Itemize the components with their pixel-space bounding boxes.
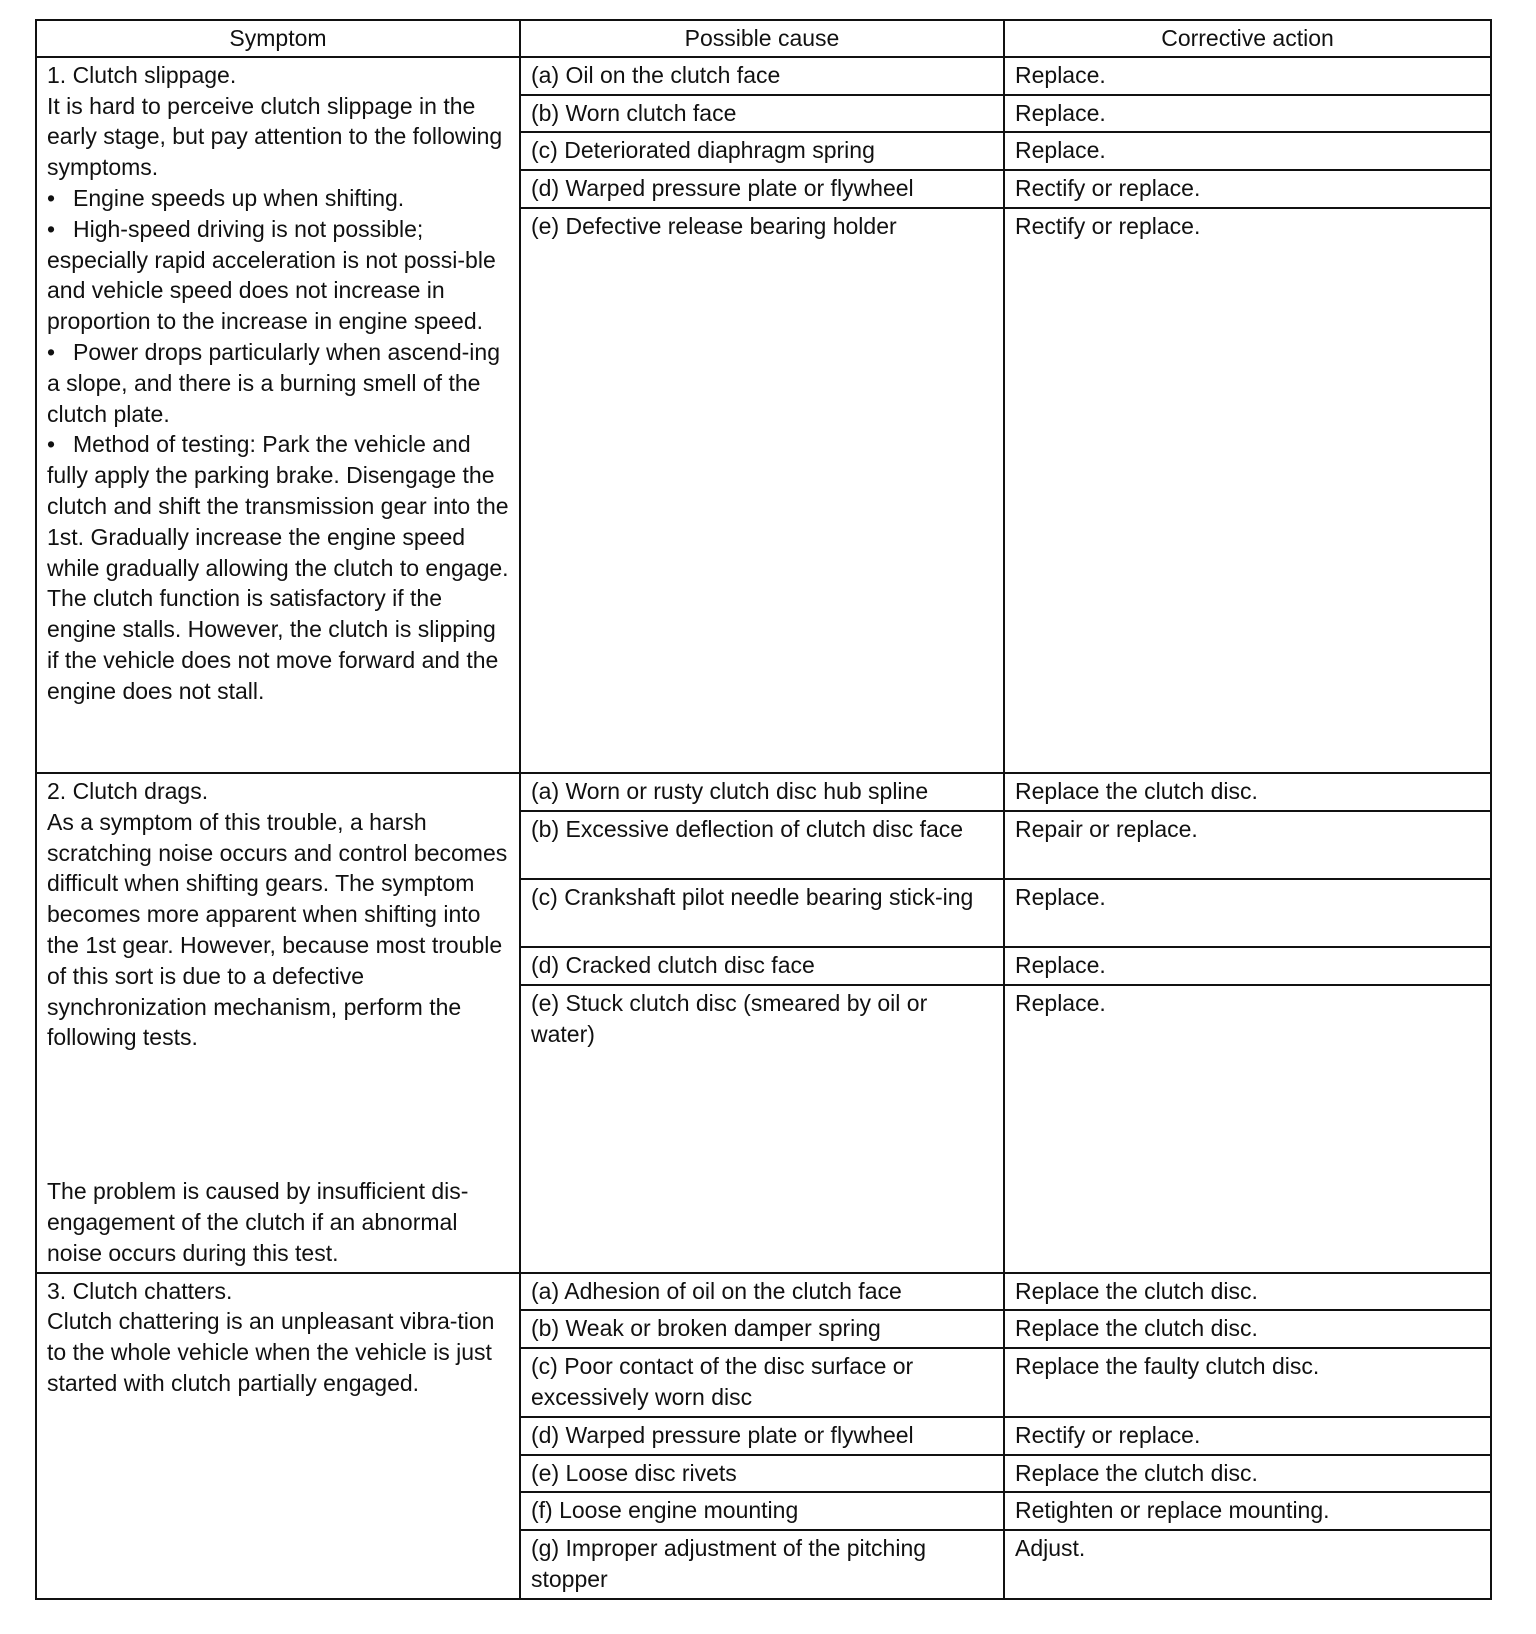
action-cell: Retighten or replace mounting. <box>1004 1492 1491 1530</box>
action-cell: Replace. <box>1004 947 1491 985</box>
action-cell: Rectify or replace. <box>1004 1417 1491 1455</box>
symptom-cell-clutch-chatters <box>36 1273 520 1599</box>
table-row <box>36 57 1491 95</box>
symptom-cell-clutch-drags <box>36 773 520 1273</box>
action-cell: Replace. <box>1004 879 1491 947</box>
cause-cell: (c) Crankshaft pilot needle bearing stick-ing <box>520 879 1004 947</box>
symptom-title: 2. Clutch drags. <box>47 777 209 804</box>
symptom-intro: As a symptom of this trouble, a harsh scratching noise occurs and control becomes difficult when shifting gears. The symptom becomes more apparent when shifting into the 1st gear. However, because most trouble of this sort is due to a defective synchronization mechanism, perform the following tests. <box>47 808 508 1051</box>
symptom-intro: Clutch chattering is an unpleasant vibra-tion to the whole vehicle when the vehicle is just started with clutch partially engaged. <box>47 1308 495 1396</box>
symptom-title: 1. Clutch slippage. <box>47 61 237 88</box>
cause-cell: (b) Excessive deflection of clutch disc face <box>520 811 1004 879</box>
cause-cell: (a) Adhesion of oil on the clutch face <box>520 1273 1004 1311</box>
cause-cell: (b) Weak or broken damper spring <box>520 1310 1004 1348</box>
table-row <box>36 773 1491 811</box>
symptom-cell-clutch-slippage <box>36 57 520 773</box>
action-cell: Repair or replace. <box>1004 811 1491 879</box>
symptom-bullet: • Power drops particularly when ascend-ing a slope, and there is a burning smell of the clutch plate. <box>47 338 500 427</box>
action-cell: Adjust. <box>1004 1530 1491 1599</box>
symptom-bullet: • Method of testing: Park the vehicle and fully apply the parking brake. Disengage the clutch and shift the transmission gear into the 1st. Gradually increase the engine speed while gradually allowing the clutch to engage. The clutch function is satisfactory if the engine stalls. However, the clutch is slipping if the vehicle does not move forward and the engine does not stall. <box>47 431 509 704</box>
action-cell: Rectify or replace. <box>1004 208 1491 773</box>
cause-cell: (a) Oil on the clutch face <box>520 57 1004 95</box>
cause-cell: (e) Stuck clutch disc (smeared by oil or water) <box>520 985 1004 1272</box>
table-row <box>36 1273 1491 1311</box>
symptom-outro: The problem is caused by insufficient dis-engagement of the clutch if an abnormal noise occurs during this test. <box>47 1178 469 1266</box>
cause-cell: (d) Warped pressure plate or flywheel <box>520 170 1004 208</box>
action-cell: Replace the clutch disc. <box>1004 773 1491 811</box>
action-cell: Replace. <box>1004 985 1491 1272</box>
header-symptom: Symptom <box>36 20 520 57</box>
action-cell: Replace the faulty clutch disc. <box>1004 1348 1491 1417</box>
action-cell: Replace. <box>1004 95 1491 133</box>
troubleshooting-table <box>35 19 1492 1600</box>
action-cell: Replace the clutch disc. <box>1004 1273 1491 1311</box>
symptom-title: 3. Clutch chatters. <box>47 1277 233 1304</box>
action-cell: Replace. <box>1004 132 1491 170</box>
symptom-bullet: • High-speed driving is not possible; especially rapid acceleration is not possi-ble and vehicle speed does not increase in proportion to the increase in engine speed. <box>47 215 496 335</box>
header-possible-cause: Possible cause <box>520 20 1004 57</box>
cause-cell: (a) Worn or rusty clutch disc hub spline <box>520 773 1004 811</box>
cause-cell: (d) Cracked clutch disc face <box>520 947 1004 985</box>
cause-cell: (e) Loose disc rivets <box>520 1455 1004 1493</box>
action-cell: Rectify or replace. <box>1004 170 1491 208</box>
cause-cell: (d) Warped pressure plate or flywheel <box>520 1417 1004 1455</box>
action-cell: Replace. <box>1004 57 1491 95</box>
cause-cell: (e) Defective release bearing holder <box>520 208 1004 773</box>
cause-cell: (g) Improper adjustment of the pitching stopper <box>520 1530 1004 1599</box>
header-row <box>36 20 1491 57</box>
cause-cell: (f) Loose engine mounting <box>520 1492 1004 1530</box>
cause-cell: (b) Worn clutch face <box>520 95 1004 133</box>
action-cell: Replace the clutch disc. <box>1004 1455 1491 1493</box>
action-cell: Replace the clutch disc. <box>1004 1310 1491 1348</box>
cause-cell: (c) Deteriorated diaphragm spring <box>520 132 1004 170</box>
symptom-bullet: • Engine speeds up when shifting. <box>47 184 405 211</box>
cause-cell: (c) Poor contact of the disc surface or excessively worn disc <box>520 1348 1004 1417</box>
symptom-intro: It is hard to perceive clutch slippage in the early stage, but pay attention to the following symptoms. <box>47 92 503 181</box>
header-corrective-action: Corrective action <box>1004 20 1491 57</box>
